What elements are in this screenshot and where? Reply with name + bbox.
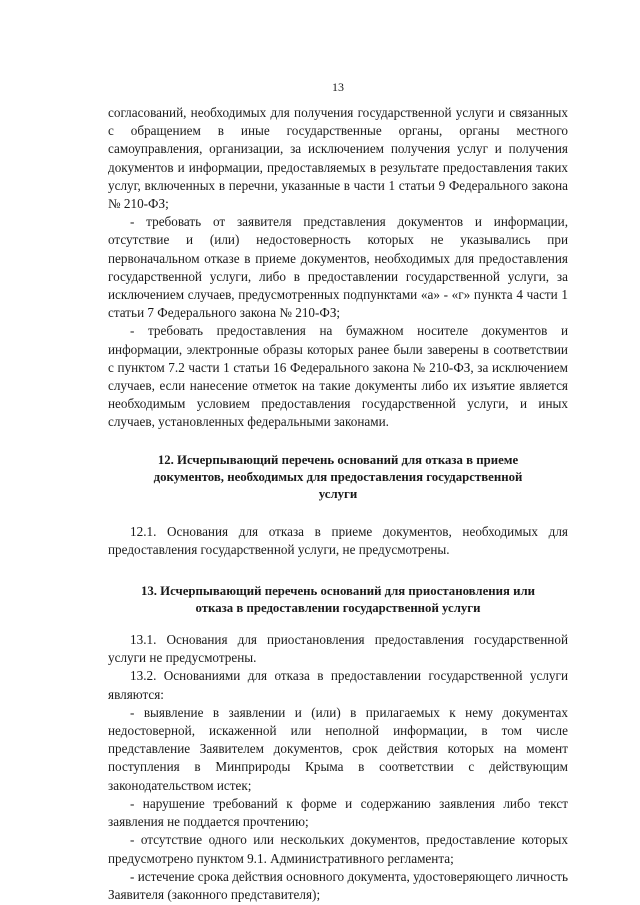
section-12-heading: 12. Исчерпывающий перечень оснований для отказа в приеме документов, необходимых для предоставления государственной услуги (153, 452, 523, 501)
list-item: - требовать от заявителя представления документов и информации, отсутствие и (или) недостоверность которых не указывались при первоначальном отказе в приеме документов, необходимых для предоставления государственной услуги, либо в предоставлении государственной услуги, за исключением случаев, предусмотренных подпунктами «а» - «г» пункта 4 части 1 статьи 7 Федерального закона № 210-ФЗ; (108, 214, 568, 321)
page-number: 13 (332, 80, 344, 94)
list-item: - требовать предоставления на бумажном носителе документов и информации, электронные образы которых ранее были заверены в соответствии с пунктом 7.2 части 1 статьи 16 Федерального закона № 210-ФЗ, за исключением случаев, если нанесение отметок на такие документы либо их изъятие является необходимым условием предоставления государственной услуги, и иных случаев, установленных федеральными законами. (108, 323, 568, 430)
list-item: - истечение срока действия основного документа, удостоверяющего личность Заявителя (законного представителя); (108, 868, 568, 902)
section-13-paragraph-1: 13.1. Основания для приостановления предоставления государственной услуги не предусмотрены. (108, 632, 568, 666)
paragraph-continuation: согласований, необходимых для получения государственной услуги и связанных с обращением в иные государственные органы, органы местного самоуправления, организации, за исключением получения услуг и получения документов и информации, предоставляемых в результате предоставления таких услуг, включенных в перечни, указанные в части 1 статьи 9 Федерального закона № 210-ФЗ; (108, 105, 568, 212)
section-13-heading: 13. Исчерпывающий перечень оснований для приостановления или отказа в предоставлении государственной услуги (140, 584, 536, 616)
document-body (108, 104, 568, 904)
section-13-paragraph-2: 13.2. Основаниями для отказа в предоставлении государственной услуги являются: (108, 668, 568, 702)
list-item: - выявление в заявлении и (или) в прилагаемых к нему документах недостоверной, искаженной или неполной информации, в том числе представление Заявителем документов, срок действия которых на момент поступления в Минприроды Крыма в соответствии с действующим законодательством истек; (108, 704, 568, 793)
section-12-paragraph: 12.1. Основания для отказа в приеме документов, необходимых для предоставления государственной услуги, не предусмотрены. (108, 523, 568, 557)
list-item: - нарушение требований к форме и содержанию заявления либо текст заявления не поддается прочтению; (108, 795, 568, 830)
list-item: - отсутствие одного или нескольких документов, предоставление которых предусмотрено пунктом 9.1. Административного регламента; (108, 832, 568, 866)
